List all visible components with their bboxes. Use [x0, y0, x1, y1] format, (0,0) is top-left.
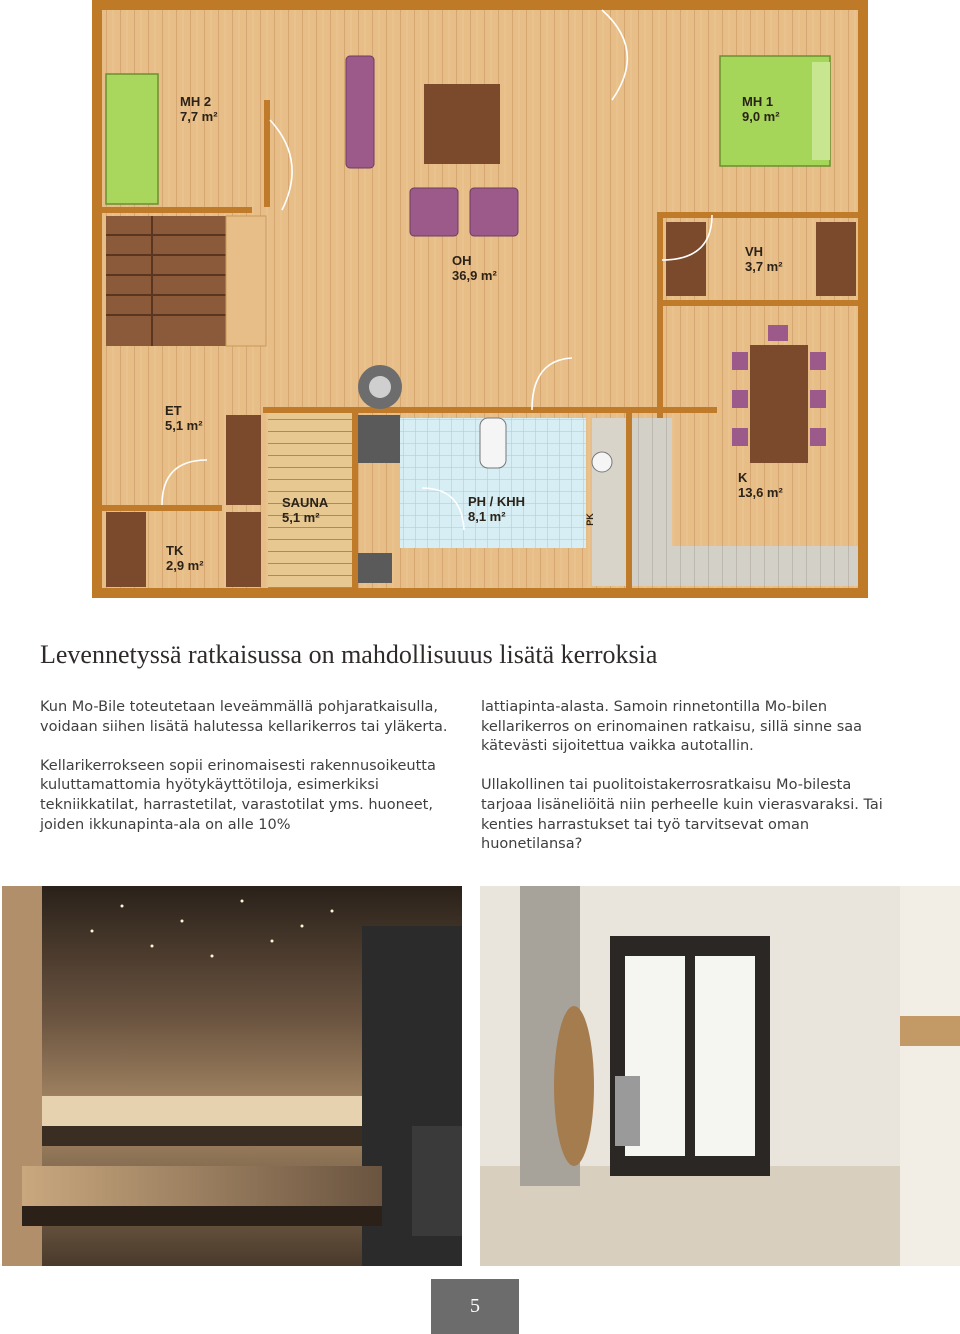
- room-label-k: K 13,6 m²: [738, 470, 783, 500]
- sauna-photo: [2, 886, 462, 1266]
- room-label-mh1: MH 1 9,0 m²: [742, 94, 780, 124]
- room-label-mh2: MH 2 7,7 m²: [180, 94, 218, 124]
- right-paragraph: lattiapinta-alasta. Samoin rinnetontilla Mo-bilen kellarikerros on erinomainen ratkaisu, sillä sinne saa kätevästi sijoitettua vaikka autotallin.: [481, 699, 863, 755]
- left-column: [40, 698, 460, 835]
- right-column: [481, 698, 901, 855]
- left-paragraph: Kellarikerrokseen sopii erinomaisesti rakennusoikeutta kuluttamattomia hyötykäyttötiloja, esimerkiksi tekniikkatilat, harrastetilat, varastotilat yms. huoneet, joiden ikkunapinta-ala on alle 10%: [40, 757, 436, 833]
- room-label-ph-khh: PH / KHH 8,1 m²: [468, 494, 526, 524]
- hallway-photo: [480, 886, 960, 1266]
- page-heading: Levennetyssä ratkaisussa on mahdollisuuus lisätä kerroksia: [40, 640, 658, 669]
- room-label-pk: PK: [584, 513, 595, 526]
- room-label-et: ET 5,1 m²: [165, 403, 203, 433]
- room-label-vh: VH 3,7 m²: [745, 244, 783, 274]
- room-label-sauna: SAUNA 5,1 m²: [282, 495, 329, 525]
- room-label-tk: TK 2,9 m²: [166, 543, 204, 573]
- page-number: 5: [431, 1279, 519, 1334]
- right-paragraph: Ullakollinen tai puolitoistakerrosratkaisu Mo-bilesta tarjoaa lisäneliöitä niin perheelle kuin vierasvaraksi. Tai kenties harrastukset tai työ tarvitsevat oman huonetilansa?: [481, 777, 883, 853]
- left-paragraph: Kun Mo-Bile toteutetaan leveämmällä pohjaratkaisulla, voidaan siihen lisätä halutessa kellarikerros tai yläkerta.: [40, 699, 448, 735]
- room-label-oh: OH 36,9 m²: [452, 253, 497, 283]
- stairs: [106, 216, 266, 346]
